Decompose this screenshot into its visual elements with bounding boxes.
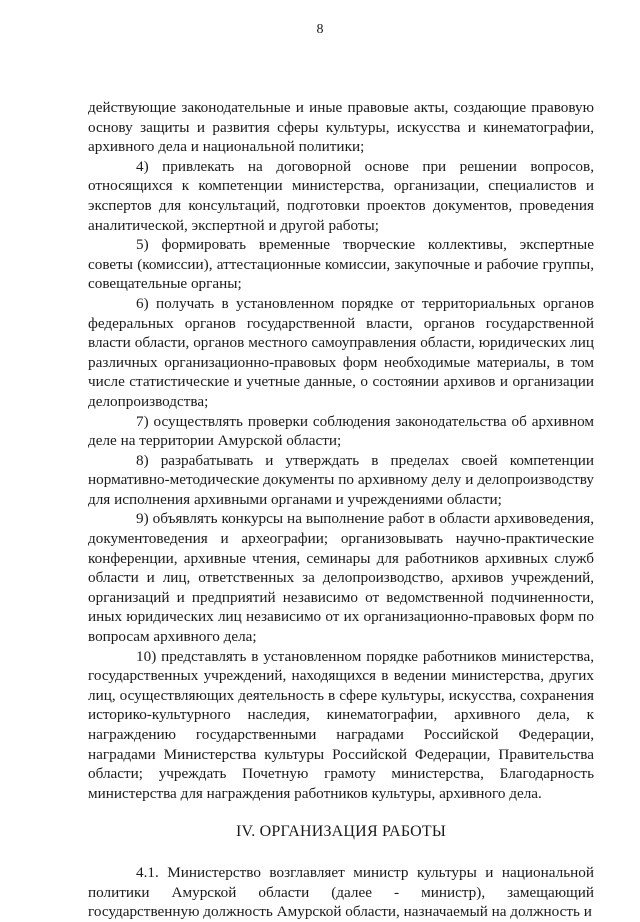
paragraph-4-1: 4.1. Министерство возглавляет министр культуры и национальной политики Амурской области (далее - министр), замещающий государственную должность Амурской области, назначаемый на должность и bbox=[88, 863, 594, 921]
section-heading: IV. ОРГАНИЗАЦИЯ РАБОТЫ bbox=[236, 823, 446, 841]
paragraph-continuation: действующие законодательные и иные правовые акты, создающие правовую основу защиты и развития сферы культуры, искусства и кинематографии, архивного дела и национальной политики; bbox=[88, 99, 594, 156]
paragraph-item-6: 6) получать в установленном порядке от территориальных органов федеральных органов государственной власти, органов государственной власти области, органов местного самоуправления области, юридических лиц различных организационно-правовых форм необходимые материалы, в том числе статистические и учетные данные, о состоянии архивов и организации делопроизводства; bbox=[88, 294, 594, 410]
paragraph-item-7: 7) осуществлять проверки соблюдения законодательства об архивном деле на территории Амурской области; bbox=[88, 412, 594, 450]
paragraph-item-5: 5) формировать временные творческие коллективы, экспертные советы (комиссии), аттестационные комиссии, закупочные и рабочие группы, совещательные органы; bbox=[88, 236, 594, 293]
paragraph-item-4: 4) привлекать на договорной основе при решении вопросов, относящихся к компетенции министерства, организации, специалистов и экспертов для консультаций, подготовки проектов документов, проведения аналитической, экспертной и другой работы; bbox=[88, 157, 594, 234]
page-number: 8 bbox=[316, 22, 324, 37]
document-body bbox=[88, 98, 594, 922]
paragraph-item-8: 8) разрабатывать и утверждать в пределах своей компетенции нормативно-методические документы по архивному делу и делопроизводству для исполнения архивными органами и учреждениями области; bbox=[88, 451, 594, 508]
paragraph-item-10: 10) представлять в установленном порядке работников министерства, государственных учреждений, находящихся в ведении министерства, других лиц, осуществляющих деятельность в сфере культуры, искусства, сохранения историко-культурного наследия, кинематографии, архивного дела, к награждению государственными наградами Российской Федерации, наградами Министерства культуры Российской Федерации, Правительства области; учреждать Почетную грамоту министерства, Благодарность министерства для награждения работников культуры, архивного дела. bbox=[88, 647, 594, 802]
paragraph-item-9: 9) объявлять конкурсы на выполнение работ в области архивоведения, документоведения и археографии; организовывать научно-практические конференции, архивные чтения, семинары для работников архивных служб области и лиц, ответственных за делопроизводство, архивов учреждений, организаций и предприятий независимо от ведомственной подчиненности, иных юридических лиц независимо от их организационно-правовых форм по вопросам архивного дела; bbox=[88, 510, 594, 646]
